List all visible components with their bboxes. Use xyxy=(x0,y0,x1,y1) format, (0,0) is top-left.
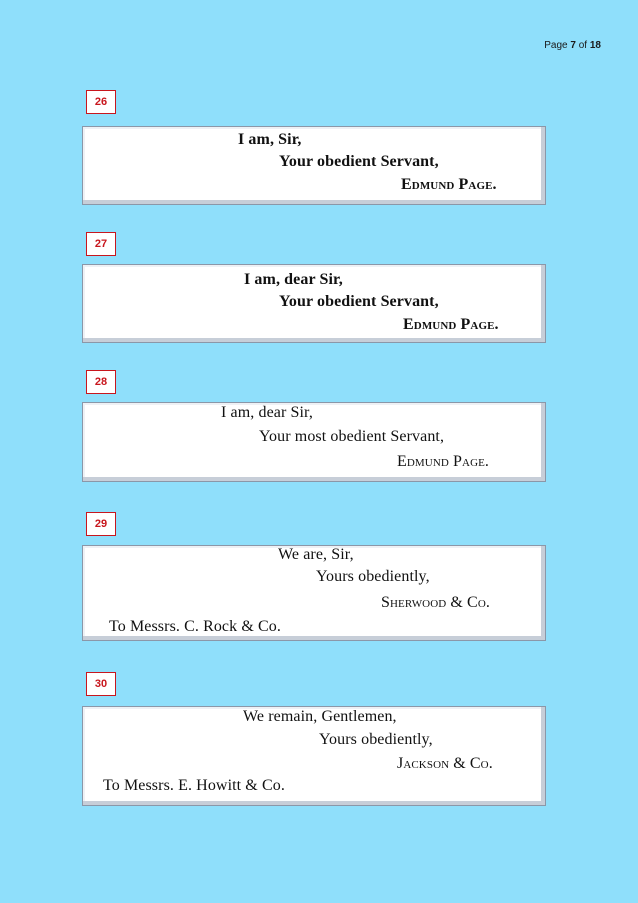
page-of: of xyxy=(578,40,588,51)
example-number-badge: 29 xyxy=(86,512,116,536)
letter-closing-example xyxy=(82,706,546,806)
example-number-badge: 28 xyxy=(86,370,116,394)
salutation-line: I am, Sir, xyxy=(238,131,302,148)
letter-closing-example xyxy=(82,545,546,641)
closing-line: Yours obediently, xyxy=(319,731,433,748)
salutation-line: We are, Sir, xyxy=(278,546,354,563)
salutation-line: I am, dear Sir, xyxy=(244,271,343,288)
closing-line: Yours obediently, xyxy=(316,568,430,585)
letter-closing-example xyxy=(82,264,546,343)
closing-line: Your obedient Servant, xyxy=(279,153,439,170)
total-pages: 18 xyxy=(589,40,601,51)
page-label: Page xyxy=(544,40,568,51)
signature-line: Edmund Page. xyxy=(397,453,490,470)
example-number-badge: 26 xyxy=(86,90,116,114)
signature-line: Edmund Page. xyxy=(401,176,497,193)
example-number-badge: 30 xyxy=(86,672,116,696)
signature-line: Sherwood & Co. xyxy=(381,594,490,611)
addressee-line: To Messrs. E. Howitt & Co. xyxy=(103,777,285,794)
signature-line: Edmund Page. xyxy=(403,316,499,333)
page-number xyxy=(544,40,601,51)
current-page: 7 xyxy=(570,40,576,51)
closing-line: Your most obedient Servant, xyxy=(259,428,445,445)
letter-closing-example xyxy=(82,126,546,205)
salutation-line: I am, dear Sir, xyxy=(221,404,313,421)
example-number-badge: 27 xyxy=(86,232,116,256)
letter-closing-example xyxy=(82,402,546,482)
closing-line: Your obedient Servant, xyxy=(279,293,439,310)
addressee-line: To Messrs. C. Rock & Co. xyxy=(109,618,281,635)
signature-line: Jackson & Co. xyxy=(397,755,493,772)
salutation-line: We remain, Gentlemen, xyxy=(243,708,397,725)
